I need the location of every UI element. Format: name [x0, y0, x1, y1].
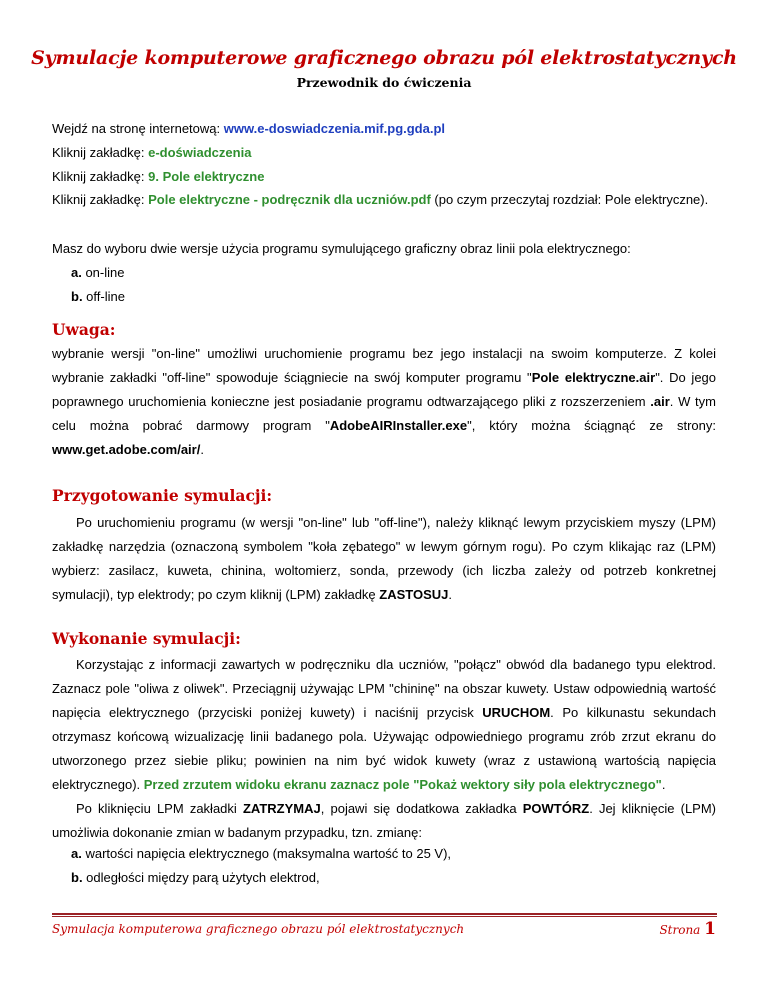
przygotowanie-paragraph — [52, 511, 716, 607]
zastosuj-label: ZASTOSUJ — [379, 587, 449, 602]
item-letter: b. — [71, 870, 83, 885]
intro-line-3 — [52, 169, 264, 184]
tab-e-doswiadczenia: e-doświadczenia — [148, 145, 252, 160]
tab-pole-elektryczne: 9. Pole elektryczne — [148, 169, 265, 184]
paragraph-text: wybranie wersji "on-line" umożliwi uruchomienie programu bez jego instalacji na swoim komputerze. Z kolei wybranie zakładki "off-line" spowoduje ściągniecie na swój komputer programu " — [52, 346, 716, 385]
intro-line-4 — [52, 188, 716, 212]
footer-title: Symulacja komputerowa graficznego obrazu pól elektrostatycznych — [52, 922, 465, 936]
wykonanie-heading: Wykonanie symulacji: — [52, 629, 241, 648]
intro-text: Kliknij zakładkę: — [52, 192, 149, 207]
uwaga-paragraph — [52, 342, 716, 462]
uwaga-heading: Uwaga: — [52, 320, 116, 339]
wykonanie-paragraph-2 — [52, 797, 716, 845]
intro-line-2 — [52, 145, 251, 160]
paragraph-text: . W tym celu można pobrać darmowy program " — [52, 394, 716, 433]
paragraph-text: ", który można ściągnąć ze strony: — [467, 418, 716, 433]
paragraph-text: , pojawi się dodatkowa zakładka — [320, 801, 523, 816]
change-item-a — [71, 846, 451, 861]
option-text: off-line — [82, 289, 125, 304]
paragraph-text: Po kliknięciu LPM zakładki — [76, 801, 243, 816]
change-item-b — [71, 870, 320, 885]
website-link[interactable]: www.e-doswiadczenia.mif.pg.gda.pl — [223, 121, 446, 136]
item-letter: a. — [71, 846, 82, 861]
paragraph-text: . Po kilkunastu sekundach otrzymasz końcową wizualizację linii badanego pola. Używając odpowiedniego programu zrób zrzut ekranu do utworzonego przez siebie pliku; powinien na nim być widok kuwety (wraz z ustawioną wartością napięcia elektrycznego). — [52, 705, 716, 792]
page-number: 1 — [704, 919, 716, 939]
option-letter: a. — [71, 265, 82, 280]
paragraph-text: Po uruchomieniu programu (w wersji "on-line" lub "off-line"), należy kliknąć lewym przyciskiem myszy (LPM) zakładkę narzędzia (oznaczoną symbolem "koła zębatego" w lewym górnym rogu). Po czym klikając raz (LPM) wybierz: zasilacz, kuweta, chinina, woltomierz, sonda, przewody (ich liczba zależy od potrzeb konkretnej symulacji), typ elektrody; po czym kliknij (LPM) zakładkę — [52, 515, 716, 602]
paragraph-text: . Jej kliknięcie (LPM) umożliwia dokonanie zmian w badanym przypadku, tzn. zmianę: — [52, 801, 716, 840]
page-label: Strona — [659, 923, 705, 937]
intro-text: Wejdź na stronę internetową: — [52, 121, 224, 136]
installer-filename: AdobeAIRInstaller.exe — [329, 418, 468, 433]
intro-line-5: Masz do wyboru dwie wersje użycia programu symulującego graficzny obraz linii pola elektrycznego: — [52, 241, 631, 256]
intro-line-1 — [52, 121, 445, 136]
zatrzymaj-label: ZATRZYMAJ — [242, 801, 321, 816]
uruchom-label: URUCHOM — [482, 705, 551, 720]
footer-divider-thin — [52, 916, 717, 917]
paragraph-text: . — [661, 777, 666, 792]
paragraph-text: . — [200, 442, 204, 457]
paragraph-text: Korzystając z informacji zawartych w podręczniku dla uczniów, "połącz" obwód dla badanego typu elektrod. Zaznacz pole "oliwa z oliwek". Przeciągnij używając LPM "chininę" na obszar kuwety. Ustaw odpowiednią wartość napięcia elektrycznego (przyciski poniżej kuwety) i naciśnij przycisk — [52, 657, 716, 720]
tab-podrecznik-pdf: Pole elektryczne - podręcznik dla uczniów.pdf — [148, 192, 431, 207]
option-b — [71, 289, 125, 304]
powtorz-label: POWTÓRZ — [522, 801, 590, 816]
option-text: on-line — [81, 265, 125, 280]
document-subtitle: Przewodnik do ćwiczenia — [296, 75, 472, 90]
extension-air: .air — [650, 394, 670, 409]
option-a — [71, 265, 124, 280]
item-text: odległości między parą użytych elektrod, — [82, 870, 320, 885]
intro-text: (po czym przeczytaj rozdział: Pole elektryczne). — [430, 192, 709, 207]
footer-page-indicator — [659, 919, 716, 939]
vector-instruction: Przed zrzutem widoku ekranu zaznacz pole "Pokaż wektory siły pola elektrycznego" — [143, 777, 662, 792]
filename-air: Pole elektryczne.air — [531, 370, 656, 385]
adobe-link[interactable]: www.get.adobe.com/air/ — [52, 442, 201, 457]
footer-divider — [52, 913, 717, 915]
item-text: wartości napięcia elektrycznego (maksymalna wartość to 25 V), — [81, 846, 452, 861]
intro-text: Kliknij zakładkę: — [52, 169, 149, 184]
przygotowanie-heading: Przygotowanie symulacji: — [52, 486, 273, 505]
wykonanie-paragraph-1 — [52, 653, 716, 797]
intro-text: Kliknij zakładkę: — [52, 145, 149, 160]
option-letter: b. — [71, 289, 83, 304]
document-title: Symulacje komputerowe graficznego obrazu pól elektrostatycznych — [31, 47, 737, 69]
paragraph-text: ". Do jego poprawnego uruchomienia konieczne jest posiadanie programu odtwarzającego pliki z rozszerzeniem — [52, 370, 717, 409]
paragraph-text: . — [448, 587, 452, 602]
